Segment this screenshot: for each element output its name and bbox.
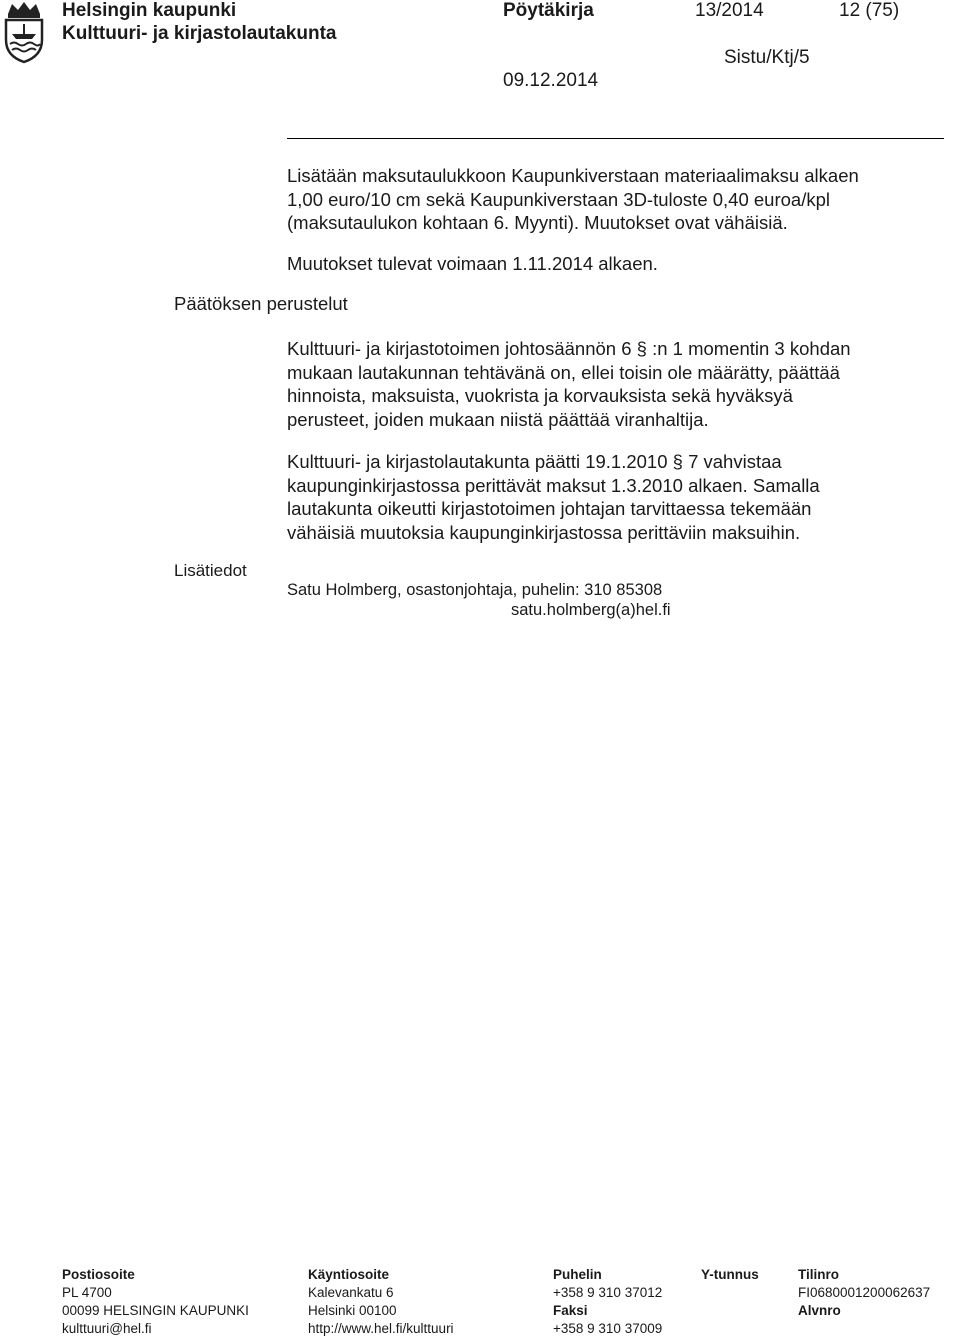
- decision-line: kaupunginkirjastossa perittävät maksut 1.3.2010 alkaen. Samalla: [287, 474, 820, 496]
- intro-paragraph: [287, 164, 937, 235]
- footer-fax-number: +358 9 310 37009: [553, 1321, 663, 1336]
- intro-line: (maksutaulukon kohtaan 6. Myynti). Muutokset ovat vähäisiä.: [287, 212, 788, 233]
- grounds-line: perusteet, joiden mukaan niistä päättää viranhaltija.: [287, 408, 709, 430]
- document-type: Pöytäkirja: [503, 0, 594, 21]
- intro-line: Lisätään maksutaulukkoon Kaupunkiverstaan materiaalimaksu alkaen: [287, 165, 859, 186]
- footer-phone-title: Puhelin: [553, 1267, 602, 1282]
- section-label-info: Lisätiedot: [174, 561, 247, 580]
- contact-person: Satu Holmberg, osastonjohtaja, puhelin: 310 85308: [287, 581, 663, 599]
- meeting-date: 09.12.2014: [503, 70, 599, 91]
- grounds-line: mukaan lautakunnan tehtävänä on, ellei toisin ole määrätty, päättää: [287, 361, 840, 383]
- grounds-paragraph: [287, 337, 937, 431]
- footer-account-title: Tilinro: [798, 1267, 840, 1282]
- footer-postal: [62, 1266, 249, 1338]
- decision-line: vähäisiä muutoksia kaupunginkirjastossa perittäviin maksuihin.: [287, 521, 801, 543]
- footer-visit-line: Kalevankatu 6: [308, 1285, 394, 1300]
- organization-name: Helsingin kaupunki: [62, 0, 237, 21]
- page-number: 12 (75): [839, 0, 900, 21]
- decision-paragraph: [287, 450, 937, 544]
- footer-postal-line: 00099 HELSINGIN KAUPUNKI: [62, 1303, 249, 1318]
- footer-postal-title: Postiosoite: [62, 1267, 135, 1282]
- helsinki-coat-of-arms-logo: [0, 0, 48, 64]
- header-divider: [287, 138, 944, 139]
- footer-postal-line: PL 4700: [62, 1285, 112, 1300]
- footer-phone: [553, 1266, 662, 1338]
- footer-visit-line: Helsinki 00100: [308, 1303, 397, 1318]
- reference-code: Sistu/Ktj/5: [724, 47, 810, 68]
- footer-vat-label: Alvnro: [798, 1303, 841, 1318]
- footer-phone-number: +358 9 310 37012: [553, 1285, 663, 1300]
- decision-line: lautakunta oikeutti kirjastotoimen johtajan tarvittaessa tekemään: [287, 498, 812, 519]
- footer-account-number: FI0680001200062637: [798, 1285, 931, 1300]
- footer-business-id-title: Y-tunnus: [701, 1267, 759, 1282]
- footer-account: [798, 1266, 930, 1320]
- grounds-line: Kulttuuri- ja kirjastotoimen johtosäännön 6 § :n 1 momentin 3 kohdan: [287, 338, 851, 359]
- grounds-line: hinnoista, maksuista, vuokrista ja korvauksista sekä hyväksyä: [287, 385, 793, 406]
- effective-date-paragraph: [287, 252, 937, 276]
- footer-visit: [308, 1266, 454, 1338]
- footer-email-link[interactable]: kulttuuri@hel.fi: [62, 1321, 152, 1336]
- footer-business-id: [701, 1266, 759, 1284]
- footer-website-link[interactable]: http://www.hel.fi/kulttuuri: [308, 1321, 454, 1336]
- meeting-number: 13/2014: [695, 0, 764, 21]
- section-label-grounds: Päätöksen perustelut: [174, 293, 348, 314]
- effective-date-text: Muutokset tulevat voimaan 1.11.2014 alkaen.: [287, 253, 658, 274]
- board-name: Kulttuuri- ja kirjastolautakunta: [62, 23, 337, 44]
- contact-email[interactable]: satu.holmberg(a)hel.fi: [511, 601, 671, 619]
- decision-line: Kulttuuri- ja kirjastolautakunta päätti 19.1.2010 § 7 vahvistaa: [287, 451, 782, 472]
- footer-fax-label: Faksi: [553, 1303, 588, 1318]
- footer-visit-title: Käyntiosoite: [308, 1267, 390, 1282]
- intro-line: 1,00 euro/10 cm sekä Kaupunkiverstaan 3D-tuloste 0,40 euroa/kpl: [287, 188, 830, 210]
